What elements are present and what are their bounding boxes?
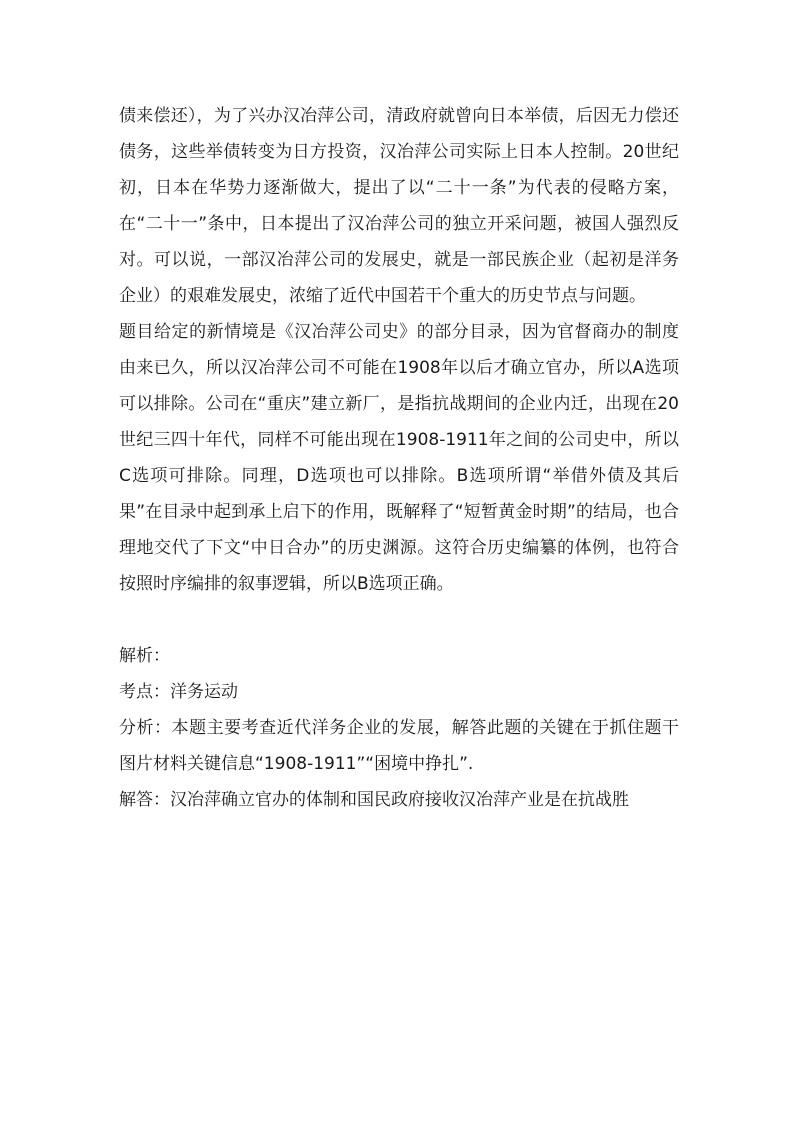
paragraph-option-explanation: 题目给定的新情境是《汉冶萍公司史》的部分目录，因为官督商办的制度由来已久，所以汉冶萍公司不可能在1908年以后才确立官办，所以A选项可以排除。公司在“重庆”建立新厂，是指抗战期间的企业内迁，出现在20世纪三四十年代，同样不可能出现在1908-1911年之间的公司史中，所以C选项可排除。同理，D选项也可以排除。B选项所谓“举借外债及其后果”在目录中起到承上启下的作用，既解释了“短暂黄金时期”的结局，也合理地交代了下文“中日合办”的历史渊源。这符合历史编纂的体例，也符合按照时序编排的叙事逻辑，所以B选项正确。 xyxy=(119,322,679,594)
analysis-point: 考点：洋务运动 xyxy=(119,682,238,702)
paragraph-history-summary: 债来偿还），为了兴办汉冶萍公司，清政府就曾向日本举债，后因无力偿还债务，这些举债转变为日方投资，汉冶萍公司实际上日本人控制。20世纪初，日本在华势力逐渐做大，提出了以“二十一条”为代表的侵略方案，在“二十一”条中，日本提出了汉冶萍公司的独立开采问题，被国人强烈反对。可以说，一部汉冶萍公司的发展史，就是一部民族企业（起初是洋务企业）的艰难发展史，浓缩了近代中国若干个重大的历史节点与问题。 xyxy=(119,106,679,306)
analysis-heading: 解析： xyxy=(119,646,170,666)
document-body xyxy=(119,98,679,818)
section-spacer xyxy=(119,602,679,638)
answer-text: 解答：汉冶萍确立官办的体制和国民政府接收汉冶萍产业是在抗战胜 xyxy=(119,790,629,810)
analysis-text: 分析：本题主要考查近代洋务企业的发展，解答此题的关键在于抓住题干图片材料关键信息“1908-1911”“困境中挣扎”. xyxy=(119,718,679,774)
